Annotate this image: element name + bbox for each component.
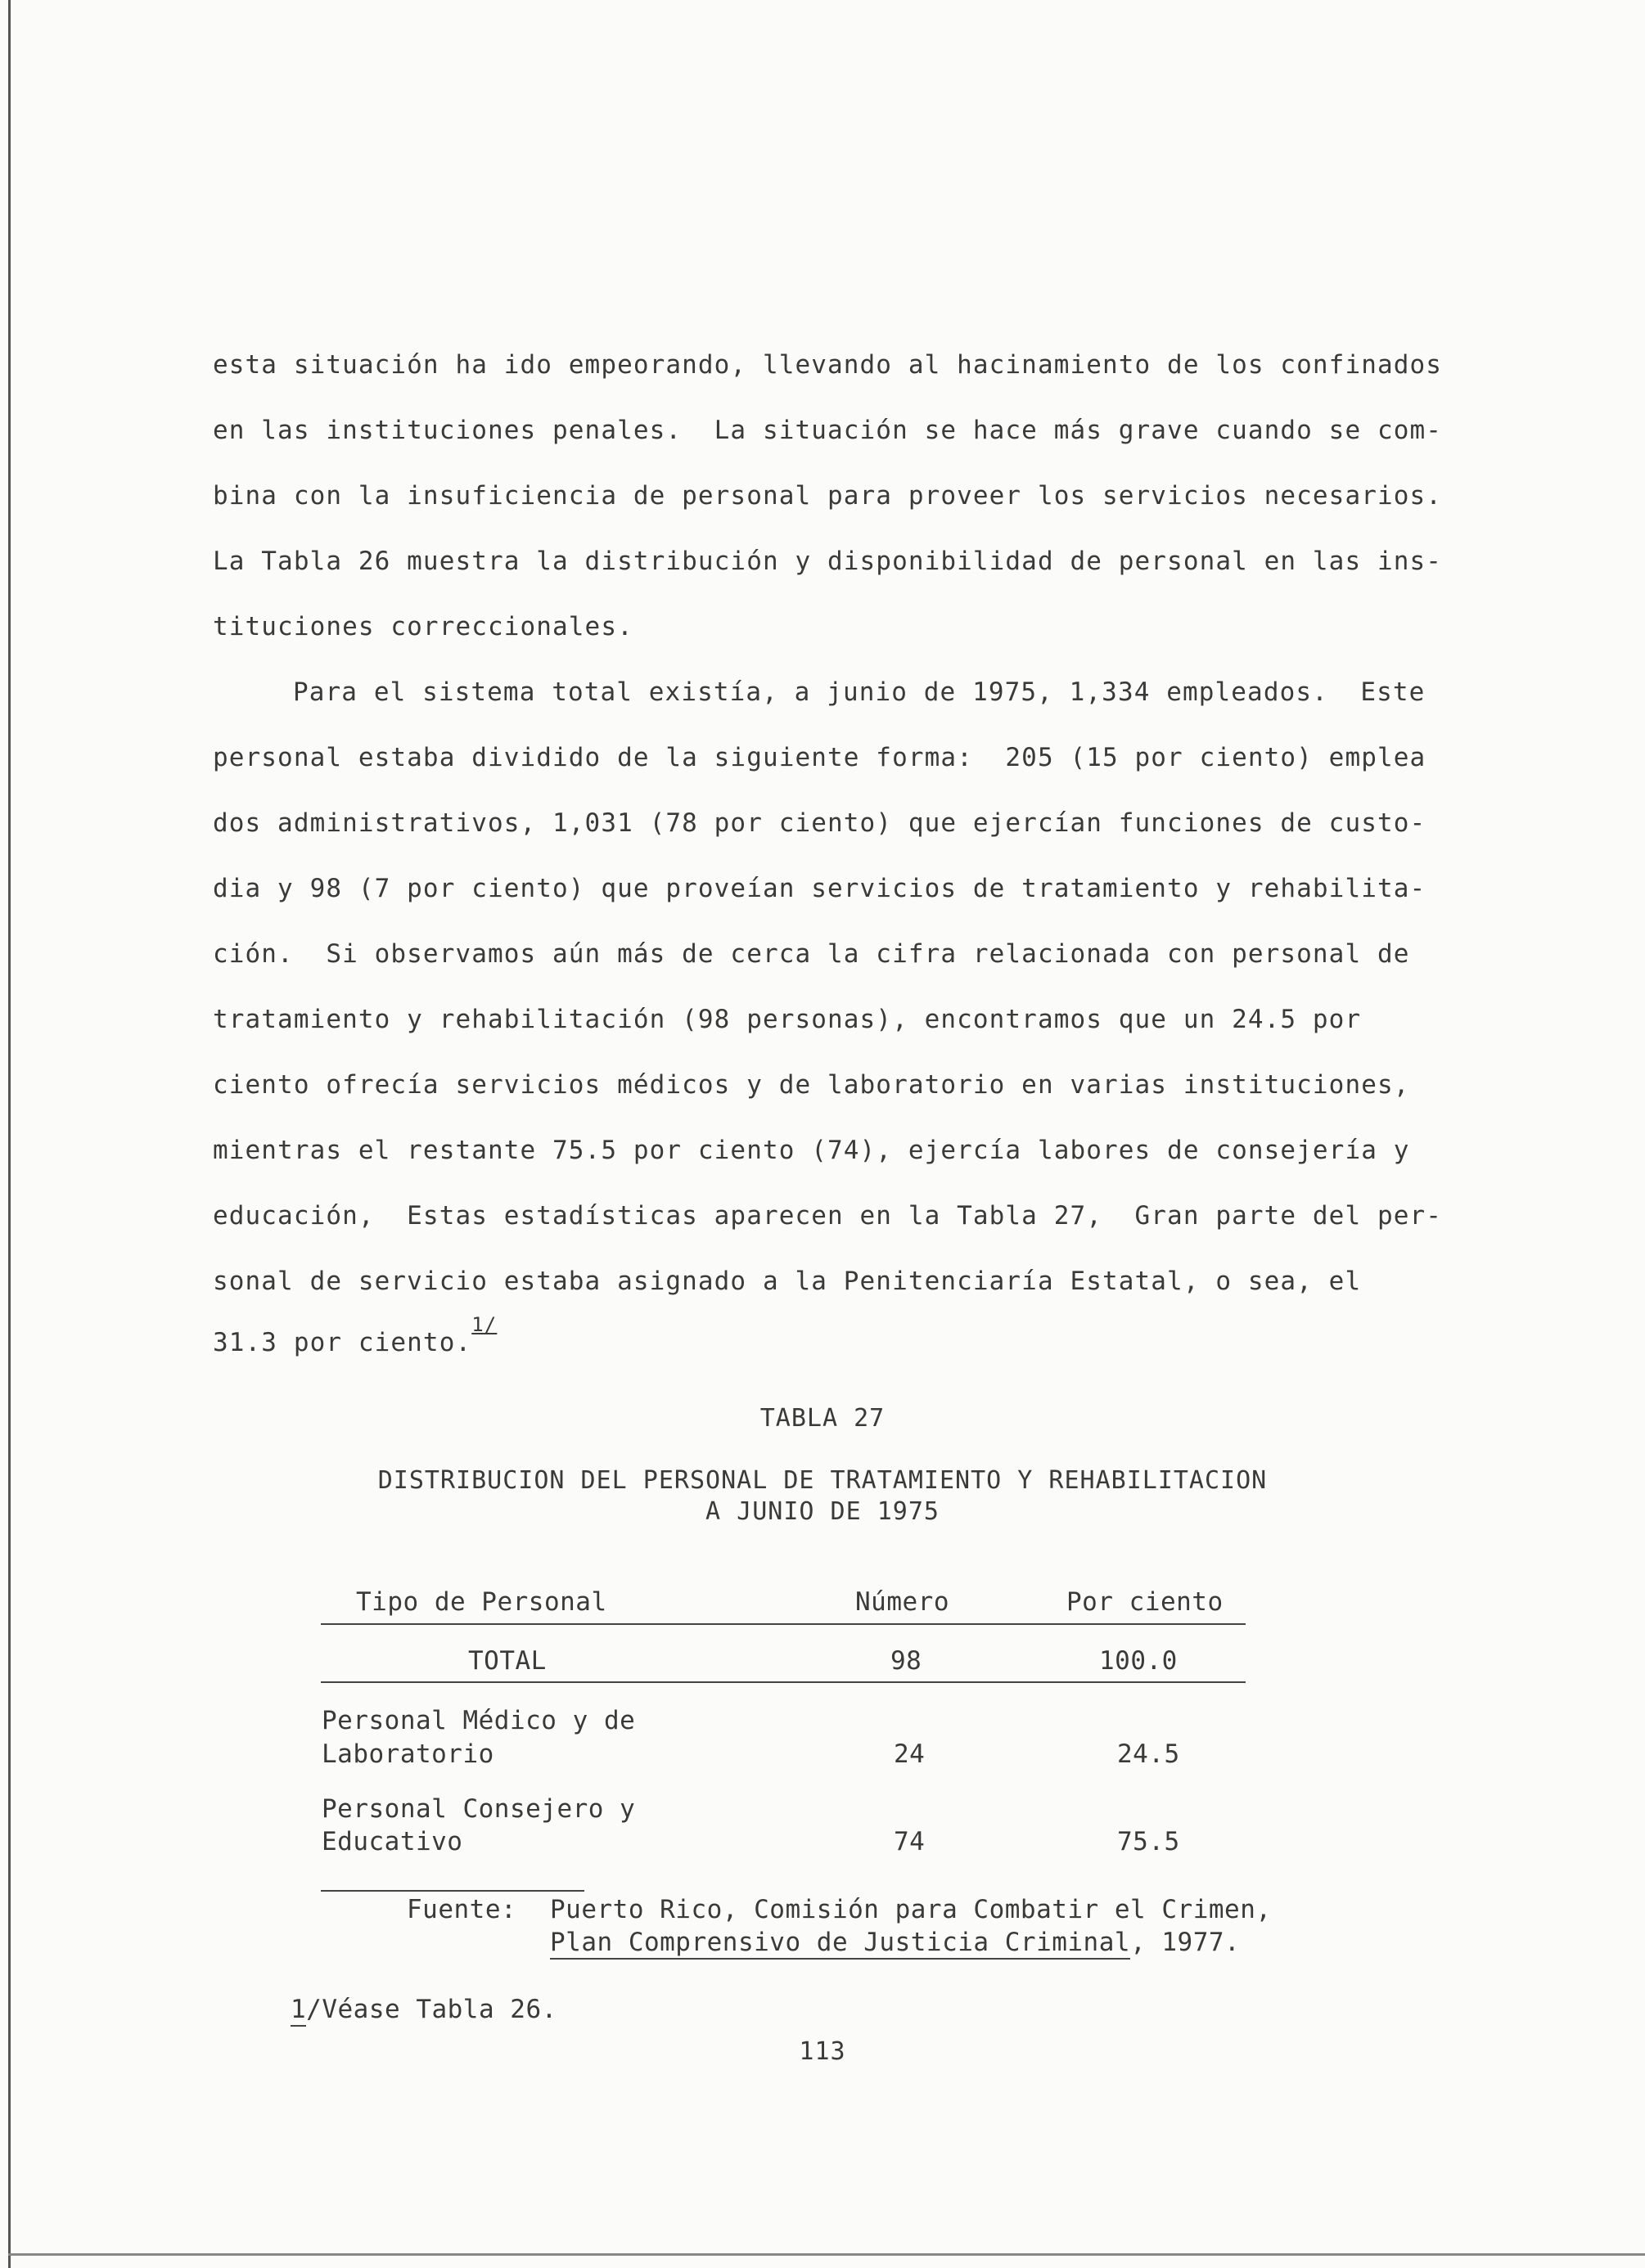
body-line: ción. Si observamos aún más de cerca la cifra relacionada con personal de — [213, 939, 1410, 969]
body-line: educación, Estas estadísticas aparecen en la Tabla 27, Gran parte del per- — [213, 1201, 1443, 1231]
body-line: La Tabla 26 muestra la distribución y disponibilidad de personal en las ins- — [213, 547, 1443, 576]
row-label: Personal Consejero y — [322, 1794, 636, 1824]
source-year: , 1977. — [1130, 1928, 1241, 1957]
body-line: personal estaba dividido de la siguiente forma: 205 (15 por ciento) emplea — [213, 743, 1426, 772]
table-title-line2: A JUNIO DE 1975 — [705, 1497, 940, 1526]
row-label: Educativo — [322, 1827, 463, 1856]
total-label: TOTAL — [468, 1646, 547, 1676]
body-line-last — [213, 1313, 498, 1357]
body-line: dos administrativos, 1,031 (78 por ciento) que ejercían funciones de custo- — [213, 808, 1426, 838]
page-left-edge — [8, 0, 11, 2268]
body-line: en las instituciones penales. La situación se hace más grave cuando se com- — [213, 416, 1443, 445]
row-number: 74 — [894, 1827, 926, 1856]
table-title-line1: DISTRIBUCION DEL PERSONAL DE TRATAMIENTO Y REHABILITACION — [377, 1466, 1268, 1495]
body-line: ciento ofrecía servicios médicos y de laboratorio en varias instituciones, — [213, 1070, 1410, 1100]
page-number: 113 — [799, 2037, 846, 2066]
source-line2 — [550, 1928, 1240, 1957]
header-percent: Por ciento — [1066, 1587, 1224, 1617]
row-percent: 24.5 — [1117, 1739, 1180, 1769]
footnote-reference: 1/ — [471, 1313, 498, 1336]
footnote-mark: 1 — [291, 1995, 306, 2027]
footnote-text: /Véase Tabla 26. — [306, 1995, 557, 2024]
total-percent: 100.0 — [1099, 1646, 1178, 1676]
page-bottom-edge — [8, 2253, 1645, 2256]
body-line: dia y 98 (7 por ciento) que proveían servicios de tratamiento y rehabilita- — [213, 874, 1426, 903]
total-number: 98 — [890, 1646, 922, 1676]
header-number: Número — [855, 1587, 949, 1617]
source-label: Fuente: — [407, 1895, 517, 1924]
row-label: Personal Médico y de — [322, 1706, 636, 1735]
source-line1: Puerto Rico, Comisión para Combatir el Crimen, — [550, 1895, 1272, 1924]
table-number: TABLA 27 — [759, 1404, 886, 1433]
body-line: tratamiento y rehabilitación (98 personas), encontramos que un 24.5 por — [213, 1005, 1362, 1034]
body-line: sonal de servicio estaba asignado a la Penitenciaría Estatal, o sea, el — [213, 1267, 1362, 1296]
body-line: mientras el restante 75.5 por ciento (74), ejercía labores de consejería y — [213, 1136, 1410, 1165]
header-rule — [321, 1623, 1246, 1625]
source-rule — [321, 1890, 584, 1892]
header-type: Tipo de Personal — [356, 1587, 607, 1617]
body-line: tituciones correccionales. — [213, 612, 633, 641]
row-number: 24 — [894, 1739, 926, 1769]
body-line: esta situación ha ido empeorando, llevando al hacinamiento de los confinados — [213, 350, 1443, 380]
row-percent: 75.5 — [1117, 1827, 1180, 1856]
body-line: bina con la insuficiencia de personal para proveer los servicios necesarios. — [213, 481, 1443, 511]
footnote — [291, 1995, 557, 2024]
body-text: 31.3 por ciento. — [213, 1328, 472, 1357]
body-line: Para el sistema total existía, a junio de 1975, 1,334 empleados. Este — [293, 677, 1426, 707]
total-rule — [321, 1681, 1246, 1683]
row-label: Laboratorio — [322, 1739, 494, 1769]
source-document-title: Plan Comprensivo de Justicia Criminal — [550, 1928, 1130, 1960]
